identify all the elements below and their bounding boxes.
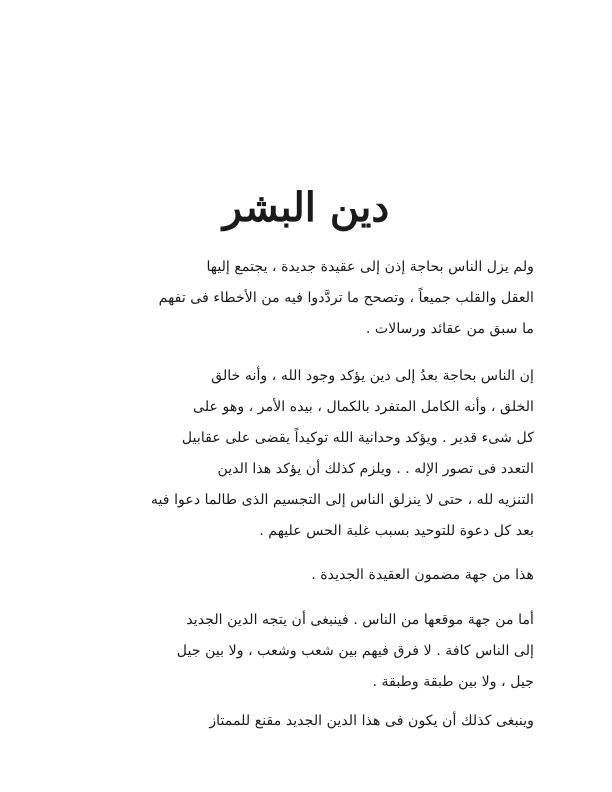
text-line: ما سبق من عقائد ورسالات . bbox=[365, 321, 534, 337]
paragraph bbox=[80, 560, 534, 591]
body-text bbox=[80, 252, 534, 737]
paragraph bbox=[80, 706, 534, 737]
text-line: التنزيه لله ، حتى لا ينزلق الناس إلى التجسيم الذى طالما دعوا فيه bbox=[150, 492, 534, 508]
text-line: إلى الناس كافة . لا فرق فيهم بين شعب وشعب ، ولا بين جيل bbox=[176, 643, 534, 659]
text-line: ولم يزل الناس بحاجة إذن إلى عقيدة جديدة ، يجتمع إليها bbox=[206, 259, 534, 275]
text-line: هذا من جهة مضمون العقيدة الجديدة . bbox=[311, 567, 534, 583]
text-line: التعدد فى تصور الإله . . ويلزم كذلك أن يؤكد هذا الدين bbox=[217, 461, 534, 477]
text-line: إن الناس بحاجة بعدُ إلى دين يؤكد وجود الله ، وأنه خالق bbox=[211, 368, 534, 384]
paragraph bbox=[80, 252, 534, 345]
paragraph bbox=[80, 361, 534, 547]
paragraph bbox=[80, 605, 534, 698]
text-line: كل شىء قدير . ويؤكد وحدانية الله توكيداً يقضى على عقابيل bbox=[181, 430, 534, 446]
text-line: جيل ، ولا بين طبقة وطبقة . bbox=[372, 674, 534, 690]
text-line: الخلق ، وأنه الكامل المتفرد بالكمال ، بيده الأمر ، وهو على bbox=[193, 399, 534, 415]
text-line: أما من جهة موقعها من الناس . فينبغى أن يتجه الدين الجديد bbox=[186, 612, 534, 628]
text-line: العقل والقلب جميعاً ، وتصحح ما تردَّدوا فيه من الأخطاء فى تفهم bbox=[158, 290, 534, 306]
chapter-title: دين البشر bbox=[222, 184, 390, 231]
text-line: بعد كل دعوة للتوحيد بسبب غلبة الحس عليهم . bbox=[259, 523, 534, 539]
text-line: وينبغى كذلك أن يكون فى هذا الدين الجديد مقنع للممتاز bbox=[209, 713, 534, 729]
